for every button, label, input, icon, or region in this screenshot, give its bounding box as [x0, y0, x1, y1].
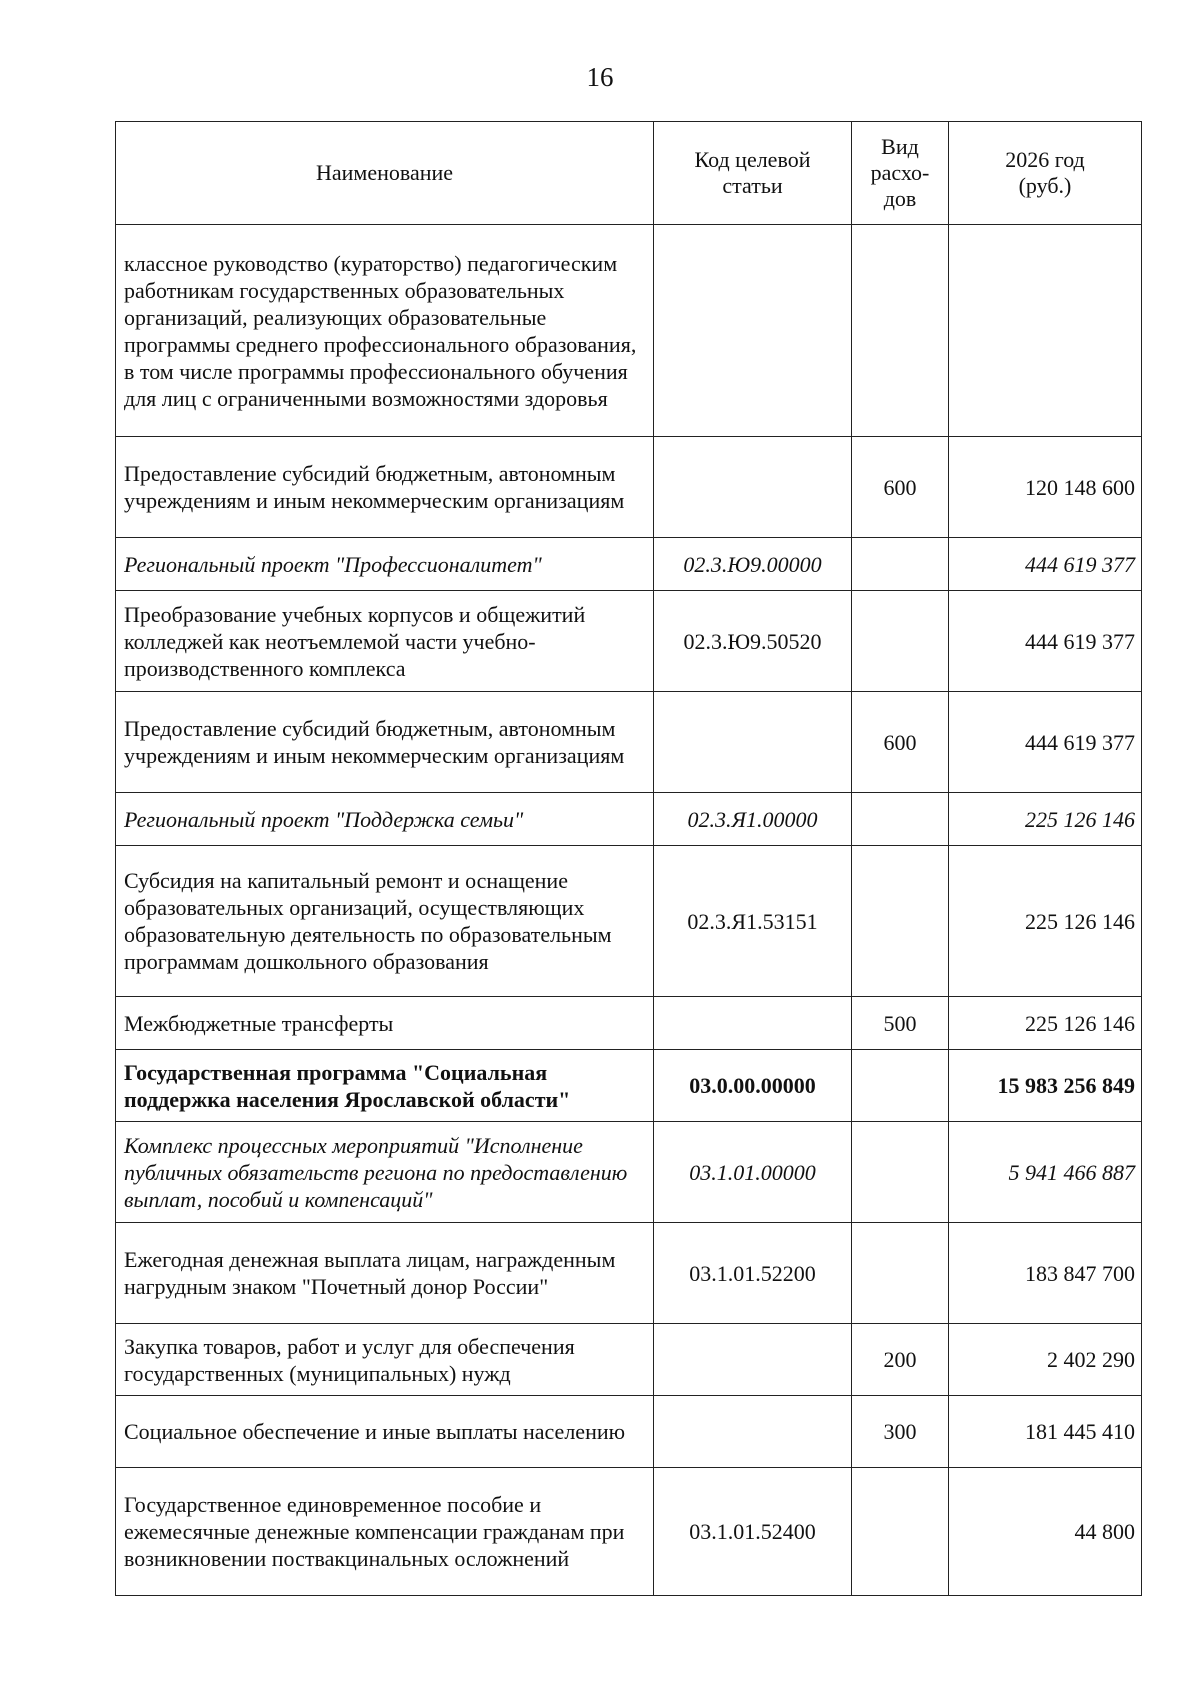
amount-cell: 15 983 256 849 [949, 1050, 1142, 1122]
kind-cell [852, 1050, 949, 1122]
kind-cell [852, 538, 949, 591]
table-row [116, 437, 1142, 538]
name-cell: Предоставление субсидий бюджетным, автономным учреждениям и иным некоммерческим организациям [116, 437, 654, 538]
table-body [116, 225, 1142, 1596]
code-cell: 02.3.Я1.53151 [654, 846, 852, 997]
name-cell: Субсидия на капитальный ремонт и оснащение образовательных организаций, осуществляющих образовательную деятельность по образовательным программам дошкольного образования [116, 846, 654, 997]
kind-cell [852, 225, 949, 437]
kind-cell [852, 1223, 949, 1324]
table-row [116, 692, 1142, 793]
code-cell: 03.1.01.00000 [654, 1122, 852, 1223]
code-cell [654, 1324, 852, 1396]
name-cell: Межбюджетные трансферты [116, 997, 654, 1050]
table-row [116, 1050, 1142, 1122]
table-row [116, 1324, 1142, 1396]
kind-cell: 600 [852, 692, 949, 793]
table-header-row [116, 122, 1142, 225]
page-number: 16 [586, 62, 614, 92]
table-row [116, 997, 1142, 1050]
amount-cell: 44 800 [949, 1468, 1142, 1596]
header-amount [949, 122, 1142, 225]
amount-cell: 120 148 600 [949, 437, 1142, 538]
header-name-label: Наименование [315, 160, 454, 185]
code-cell [654, 1396, 852, 1468]
header-code [654, 122, 852, 225]
table-row [116, 793, 1142, 846]
amount-cell [949, 225, 1142, 437]
kind-cell [852, 1122, 949, 1223]
table-row [116, 1396, 1142, 1468]
kind-cell: 300 [852, 1396, 949, 1468]
amount-cell: 183 847 700 [949, 1223, 1142, 1324]
name-cell: Региональный проект "Поддержка семьи" [116, 793, 654, 846]
code-cell [654, 997, 852, 1050]
table-row [116, 1223, 1142, 1324]
amount-cell: 444 619 377 [949, 591, 1142, 692]
name-cell: Государственная программа "Социальная поддержка населения Ярославской области" [116, 1050, 654, 1122]
kind-cell: 500 [852, 997, 949, 1050]
name-cell: Комплекс процессных мероприятий "Исполнение публичных обязательств региона по предоставлению выплат, пособий и компенсаций" [116, 1122, 654, 1223]
amount-cell: 225 126 146 [949, 997, 1142, 1050]
header-kind-label: Вид расхо-дов [870, 134, 930, 211]
code-cell: 02.3.Я1.00000 [654, 793, 852, 846]
code-cell: 03.0.00.00000 [654, 1050, 852, 1122]
name-cell: Преобразование учебных корпусов и общежитий колледжей как неотъемлемой части учебно-производственного комплекса [116, 591, 654, 692]
table-row [116, 1122, 1142, 1223]
amount-cell: 225 126 146 [949, 793, 1142, 846]
amount-cell: 2 402 290 [949, 1324, 1142, 1396]
header-kind [852, 122, 949, 225]
budget-table [115, 121, 1142, 1596]
code-cell: 03.1.01.52200 [654, 1223, 852, 1324]
code-cell [654, 225, 852, 437]
code-cell: 02.3.Ю9.00000 [654, 538, 852, 591]
header-name [116, 122, 654, 225]
name-cell: Региональный проект "Профессионалитет" [116, 538, 654, 591]
table-row [116, 846, 1142, 997]
kind-cell [852, 793, 949, 846]
header-code-label: Код целевой статьи [694, 147, 811, 198]
amount-cell: 181 445 410 [949, 1396, 1142, 1468]
kind-cell [852, 846, 949, 997]
kind-cell [852, 1468, 949, 1596]
name-cell: Закупка товаров, работ и услуг для обеспечения государственных (муниципальных) нужд [116, 1324, 654, 1396]
code-cell: 02.3.Ю9.50520 [654, 591, 852, 692]
name-cell: Социальное обеспечение и иные выплаты населению [116, 1396, 654, 1468]
amount-cell: 225 126 146 [949, 846, 1142, 997]
code-cell: 03.1.01.52400 [654, 1468, 852, 1596]
kind-cell [852, 591, 949, 692]
kind-cell: 200 [852, 1324, 949, 1396]
header-amount-label: 2026 год (руб.) [1005, 147, 1085, 198]
name-cell: Предоставление субсидий бюджетным, автономным учреждениям и иным некоммерческим организациям [116, 692, 654, 793]
kind-cell: 600 [852, 437, 949, 538]
code-cell [654, 437, 852, 538]
amount-cell: 5 941 466 887 [949, 1122, 1142, 1223]
amount-cell: 444 619 377 [949, 692, 1142, 793]
code-cell [654, 692, 852, 793]
name-cell: Ежегодная денежная выплата лицам, награжденным нагрудным знаком "Почетный донор России" [116, 1223, 654, 1324]
name-cell: Государственное единовременное пособие и ежемесячные денежные компенсации гражданам при возникновении поствакцинальных осложнений [116, 1468, 654, 1596]
table-row [116, 1468, 1142, 1596]
name-cell: классное руководство (кураторство) педагогическим работникам государственных образовательных организаций, реализующих образовательные программы среднего профессионального образования, в том числе программы профессионального обучения для лиц с ограниченными возможностями здоровья [116, 225, 654, 437]
amount-cell: 444 619 377 [949, 538, 1142, 591]
table-row [116, 538, 1142, 591]
table-row [116, 591, 1142, 692]
table-row [116, 225, 1142, 437]
